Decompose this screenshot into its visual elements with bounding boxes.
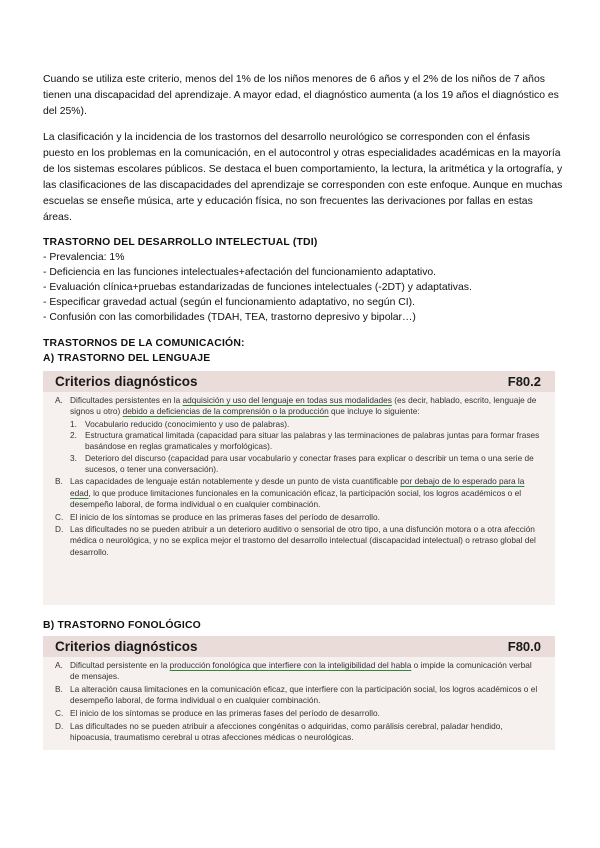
criterion-a (55, 660, 541, 682)
criterion-letter: C. (55, 707, 64, 718)
criterion-text-part: o impide la comunicación verbal de mensajes. (70, 660, 532, 682)
criteria-box-body (43, 392, 555, 558)
sub-item-number: 2. (70, 430, 77, 441)
list-item: - Deficiencia en las funciones intelectuales+afectación del funcionamiento adaptativo. (43, 267, 437, 278)
criterion-letter: B. (55, 476, 63, 487)
criterion-text-part: Las capacidades de lenguaje están notablemente y desde un punto de vista cuantificable (70, 476, 401, 487)
criterion-d (55, 524, 541, 558)
sub-item (70, 453, 541, 475)
criteria-box-body (43, 657, 555, 743)
criterion-letter: A. (55, 660, 63, 670)
criterion-c (55, 708, 541, 719)
sub-item-number: 3. (70, 452, 77, 463)
sub-item (70, 419, 541, 430)
underlined-phrase: debido a deficiencias de la comprensión o la producción (122, 406, 329, 417)
criterion-text: La alteración causa limitaciones en la comunicación eficaz, que interfiere con la participación social, los logros académicos o el desempeño laboral, de forma individual o en cualquier combinación. (70, 683, 538, 706)
lenguaje-subheading: A) TRASTORNO DEL LENGUAJE (43, 353, 211, 364)
comunicacion-heading: TRASTORNOS DE LA COMUNICACIÓN: (43, 338, 245, 349)
criterion-d (55, 721, 541, 743)
criteria-box-code: F80.0 (507, 639, 541, 654)
sub-item-text: Vocabulario reducido (conocimiento y uso de palabras). (85, 418, 290, 429)
criteria-box-fonologico (43, 636, 555, 750)
criterion-text (70, 476, 541, 510)
fonologico-subheading: B) TRASTORNO FONOLÓGICO (43, 620, 201, 631)
criterion-text-part: , lo que produce limitaciones funcionales en la comunicación eficaz, la participación social, los logros académicos o el desempeño laboral, de forma individual o en cualquier combinación. (70, 487, 522, 509)
criterion-text: El inicio de los síntomas se produce en las primeras fases del período de desarrollo. (70, 707, 380, 718)
criterion-text-part: que incluye lo siguiente: (328, 406, 420, 417)
criterion-text-part: Dificultades persistentes en la (70, 395, 183, 405)
criterion-text (70, 660, 541, 682)
criterion-text: Las dificultades no se pueden atribuir a un deterioro auditivo o sensorial de otro tipo, a una disfunción motora o a otra afección médica o neurológica, y no se explica mejor el trastorno del desarrollo intelectual (discapacidad intelectual) o retraso global del desarrollo. (70, 524, 536, 557)
sub-item (70, 430, 541, 452)
criterion-letter: C. (55, 511, 64, 522)
tdi-heading: TRASTORNO DEL DESARROLLO INTELECTUAL (TDI) (43, 237, 318, 248)
list-item: - Prevalencia: 1% (43, 252, 125, 263)
underlined-phrase: inteligibilidad del habla (327, 660, 412, 670)
underlined-phrase: producción fonológica (169, 660, 251, 670)
list-item: - Confusión con las comorbilidades (TDAH, TEA, trastorno depresivo y bipolar…) (43, 312, 416, 323)
criteria-box-lenguaje (43, 371, 555, 605)
underlined-phrase: adquisición y uso del lenguaje en todas sus modalidades (182, 395, 392, 405)
criterion-text: El inicio de los síntomas se produce en las primeras fases del período de desarrollo. (70, 511, 380, 522)
list-item: - Especificar gravedad actual (según el funcionamiento adaptativo, no según CI). (43, 297, 415, 308)
criterion-a-subitems (55, 419, 541, 475)
underlined-phrase: que interfiere con la (250, 660, 328, 670)
criteria-box-title: Criterios diagnósticos (55, 639, 198, 654)
sub-item-number: 1. (70, 418, 77, 429)
tdi-list (43, 250, 563, 325)
criterion-letter: B. (55, 683, 63, 694)
tdi-section (43, 235, 563, 325)
criterion-c (55, 512, 541, 523)
criterion-text-part: (es decir, hablado, escrito, lenguaje de signos u otro) (70, 395, 537, 417)
sub-item-text: Deterioro del discurso (capacidad para usar vocabulario y conectar frases para explicar o describir un tema o una serie de sucesos, o tener una conversación). (85, 452, 534, 474)
criterion-letter: D. (55, 524, 64, 535)
criterion-text: Las dificultades no se pueden atribuir a afecciones congénitas o adquiridas, como parálisis cerebral, paladar hendido, hipoacusia, traumatismo cerebral u otras afecciones médicas o neurológicas. (70, 720, 503, 742)
criterion-b (55, 476, 541, 510)
sub-item-text: Estructura gramatical limitada (capacidad para situar las palabras y las terminaciones de palabras juntas para formar frases basándose en reglas gramaticales y morfológicas). (85, 430, 540, 452)
intro-paragraph-2: La clasificación y la incidencia de los trastornos del desarrollo neurológico se corresponden con el énfasis puesto en los problemas en la comunicación, en el autocontrol y otras especialidades académicas en la mayoría de los sistemas escolares públicos. Se destaca el buen comportamiento, la lectura, la aritmética y la ortografía, y las clasificaciones de las discapacidades del aprendizaje se corresponden con este enfoque. Aunque en muchas escuelas se enseñe música, arte y educación física, no son frecuentes las derivaciones por fallas en estas áreas. (43, 132, 563, 223)
intro-paragraph-1: Cuando se utiliza este criterio, menos del 1% de los niños menores de 6 años y el 2% de los niños de 7 años tienen una discapacidad del aprendizaje. A mayor edad, el diagnóstico aumenta (a los 19 años el diagnóstico es del 25%). (43, 74, 559, 117)
criterion-text (70, 395, 541, 417)
criteria-box-code: F80.2 (507, 374, 541, 389)
criteria-box-title: Criterios diagnósticos (55, 374, 198, 389)
comunicacion-section (43, 336, 563, 366)
criterion-a (55, 395, 541, 417)
criterion-b (55, 684, 541, 706)
criteria-box-header (43, 636, 555, 657)
criterion-letter: D. (55, 720, 64, 731)
list-item: - Evaluación clínica+pruebas estandarizadas de funciones intelectuales (-2DT) y adaptativas. (43, 282, 472, 293)
criterion-text-part: Dificultad persistente en la (70, 660, 170, 670)
underlined-phrase: por debajo de lo esperado para la edad (70, 476, 525, 498)
criterion-letter: A. (55, 395, 63, 405)
criteria-box-header (43, 371, 555, 392)
